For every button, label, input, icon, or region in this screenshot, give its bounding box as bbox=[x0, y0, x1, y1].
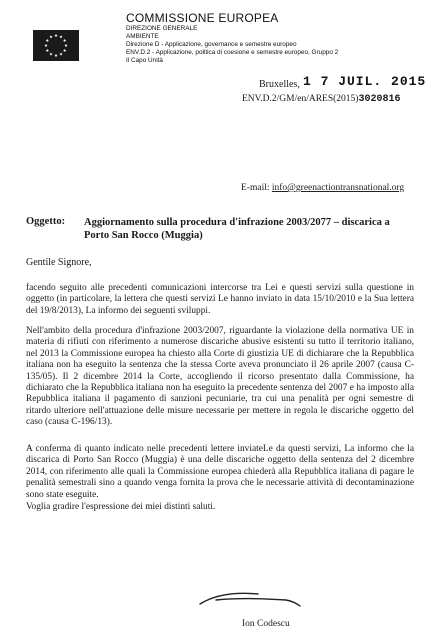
place: Bruxelles, bbox=[259, 79, 300, 90]
signature bbox=[196, 584, 306, 614]
letterhead bbox=[126, 12, 338, 65]
unit: ENV.D.2 - Applicazione, politica di coesione e semestre europeo, Gruppo 2 bbox=[126, 49, 339, 56]
directorate: Direzione D - Applicazione, governance e semestre europeo bbox=[126, 41, 297, 48]
dg-name: AMBIENTE bbox=[126, 33, 159, 40]
flag-star bbox=[44, 44, 47, 47]
subject-label: Oggetto: bbox=[26, 216, 66, 227]
flag-star bbox=[63, 39, 66, 42]
salutation: Gentile Signore, bbox=[26, 257, 92, 268]
flag-star bbox=[59, 52, 62, 55]
paragraph-3: A conferma di quanto indicato nelle precedenti lettere inviateLe da questi servizi, La informo che la discarica di Porto San Rocco (Muggia) è una delle discariche oggetto della sentenza del 2 dicembre 2014, con riferimento alle quali la Commissione europea chiederà alla Repubblica italiana di pagare le penalità semestrali sino a quando venga fornita la prova che le necessarie attività di decontaminazione sono state eseguite. bbox=[26, 444, 414, 500]
email-link[interactable]: info@greenactiontransnational.org bbox=[271, 183, 405, 193]
flag-star bbox=[54, 54, 57, 57]
flag-star bbox=[63, 49, 66, 52]
date-stamp: 1 7 JUIL. 2015 bbox=[303, 74, 427, 89]
eu-flag-icon bbox=[33, 30, 79, 61]
paragraph-2: Nell'ambito della procedura d'infrazione 2003/2007, riguardante la violazione della normativa UE in materia di rifiuti con riferimento a numerose discariche abusive esistenti su tutto il territorio italiano, nel 2013 la Commissione europea ha chiesto alla Corte di giustizia UE di dichiarare che la Repubblica italiana non ha eseguito la sentenza che la stessa Corte aveva pronunciato il 26 aprile 2007 (causa C-135/05). Il 2 dicembre 2014 la Corte, accogliendo il ricorso presentato dalla Commissione, ha dichiarato che la Repubblica italiana non ha eseguito la precedente sentenza del 2007 e ha imposto alla Repubblica italiana il pagamento di sanzioni pecuniarie, tra cui una penalità per ogni semestre di ritardo ulteriore nell'attuazione delle misure necessarie per mettere in regola le discariche oggetto del caso (causa C-196/13). bbox=[26, 326, 414, 428]
subject-text: Aggiornamento sulla procedura d'infrazione 2003/2077 – discarica a Porto San Rocco (Muggia) bbox=[84, 217, 390, 241]
closing: Voglia gradire l'espressione dei miei distinti saluti. bbox=[26, 502, 216, 512]
email-line bbox=[241, 183, 404, 193]
paragraph-1: facendo seguito alle precedenti comunicazioni intercorse tra Lei e questi servizi sulla questione in oggetto (in particolare, la lettera che questi servizi Le hanno inviato in data 15/10/2010 e la Sua lettera del 19/8/2013), La informo dei seguenti sviluppi. bbox=[26, 283, 414, 316]
signer-name: Ion Codescu bbox=[242, 619, 290, 629]
reference bbox=[242, 94, 400, 105]
flag-star bbox=[49, 52, 52, 55]
flag-star bbox=[49, 35, 52, 38]
reference-code: ENV.D.2/GM/en/ARES(2015) bbox=[242, 94, 359, 104]
flag-star bbox=[54, 34, 57, 37]
flag-star bbox=[64, 44, 67, 47]
unit-head: Il Capo Unità bbox=[126, 57, 163, 64]
email-label: E-mail: bbox=[241, 183, 270, 193]
flag-star bbox=[59, 35, 62, 38]
reference-number: 3020816 bbox=[358, 94, 401, 105]
dg-label: DIREZIONE GENERALE bbox=[126, 25, 198, 32]
flag-star bbox=[46, 49, 49, 52]
flag-star bbox=[46, 39, 49, 42]
organization-name: COMMISSIONE EUROPEA bbox=[126, 11, 279, 25]
